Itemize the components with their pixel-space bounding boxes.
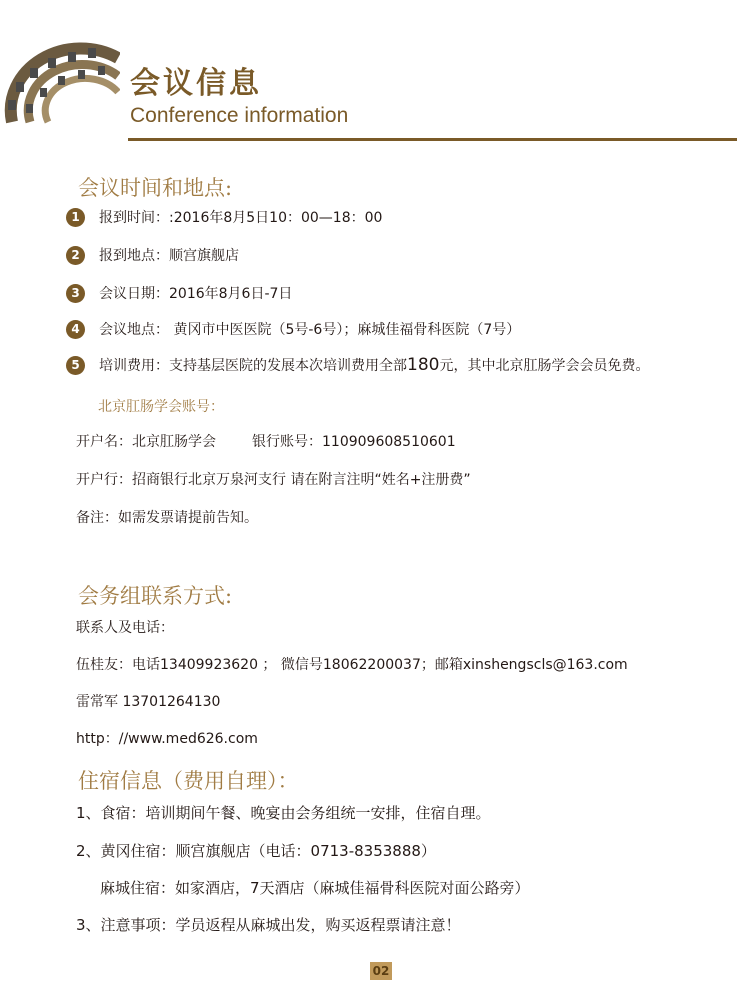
number-badge: 3 bbox=[66, 284, 85, 303]
contact-person-2: 雷常军 13701264130 bbox=[76, 694, 221, 710]
list-item bbox=[66, 207, 382, 227]
number-badge: 2 bbox=[66, 246, 85, 265]
bank-info: 开户行：招商银行北京万泉河支行 请在附言注明“姓名+注册费” bbox=[76, 472, 471, 488]
invoice-note: 备注：如需发票请提前告知。 bbox=[76, 510, 258, 526]
lodging-item-3: 3、注意事项：学员返程从麻城出发，购买返程票请注意！ bbox=[76, 916, 461, 934]
lodging-item-1: 1、食宿：培训期间午餐、晚宴由会务组统一安排，住宿自理。 bbox=[76, 804, 491, 822]
lodging-item-2: 2、黄冈住宿：顺宫旗舰店（电话：0713-8353888） bbox=[76, 842, 436, 860]
number-badge: 4 bbox=[66, 320, 85, 339]
checkin-place: 报到地点：顺宫旗舰店 bbox=[99, 248, 239, 264]
list-item bbox=[66, 319, 520, 339]
page-subtitle: Conference information bbox=[130, 104, 349, 127]
account-name: 开户名：北京肛肠学会 bbox=[76, 434, 216, 450]
contact-label: 联系人及电话： bbox=[76, 620, 174, 636]
contact-person-1: 伍桂友：电话13409923620 ； 微信号18062200037；邮箱xinshengscls@163.com bbox=[76, 657, 628, 673]
list-item bbox=[66, 245, 239, 265]
conference-venue: 会议地点： 黄冈市中医医院（5号-6号）；麻城佳福骨科医院（7号） bbox=[99, 322, 521, 338]
fee-text: 培训费用：支持基层医院的发展本次培训费用全部 bbox=[99, 358, 407, 374]
list-item bbox=[66, 283, 292, 303]
page-title: 会议信息 bbox=[130, 66, 262, 101]
list-item bbox=[66, 355, 649, 375]
contact-heading: 会务组联系方式: bbox=[78, 584, 233, 608]
account-number: 银行账号：110909608510601 bbox=[252, 434, 456, 450]
account-heading: 北京肛肠学会账号： bbox=[98, 399, 224, 415]
fee-text-end: 元，其中北京肛肠学会会员免费。 bbox=[439, 358, 650, 374]
page-number: 02 bbox=[370, 962, 392, 980]
website-link[interactable]: http：//www.med626.com bbox=[76, 731, 258, 747]
conference-date: 会议日期：2016年8月6日-7日 bbox=[99, 286, 293, 302]
lodging-heading: 住宿信息（费用自理）： bbox=[78, 769, 299, 793]
number-badge: 5 bbox=[66, 356, 85, 375]
training-fee bbox=[99, 355, 649, 375]
time-place-heading: 会议时间和地点: bbox=[78, 176, 233, 200]
account-info bbox=[76, 431, 456, 451]
title-divider bbox=[128, 138, 737, 141]
number-badge: 1 bbox=[66, 208, 85, 227]
fee-amount: 180 bbox=[407, 355, 440, 375]
conference-room-logo bbox=[0, 30, 120, 130]
lodging-item-2b: 麻城住宿：如家酒店，7天酒店（麻城佳福骨科医院对面公路旁） bbox=[100, 879, 530, 897]
checkin-time: 报到时间：:2016年8月5日10：00—18：00 bbox=[99, 210, 383, 226]
